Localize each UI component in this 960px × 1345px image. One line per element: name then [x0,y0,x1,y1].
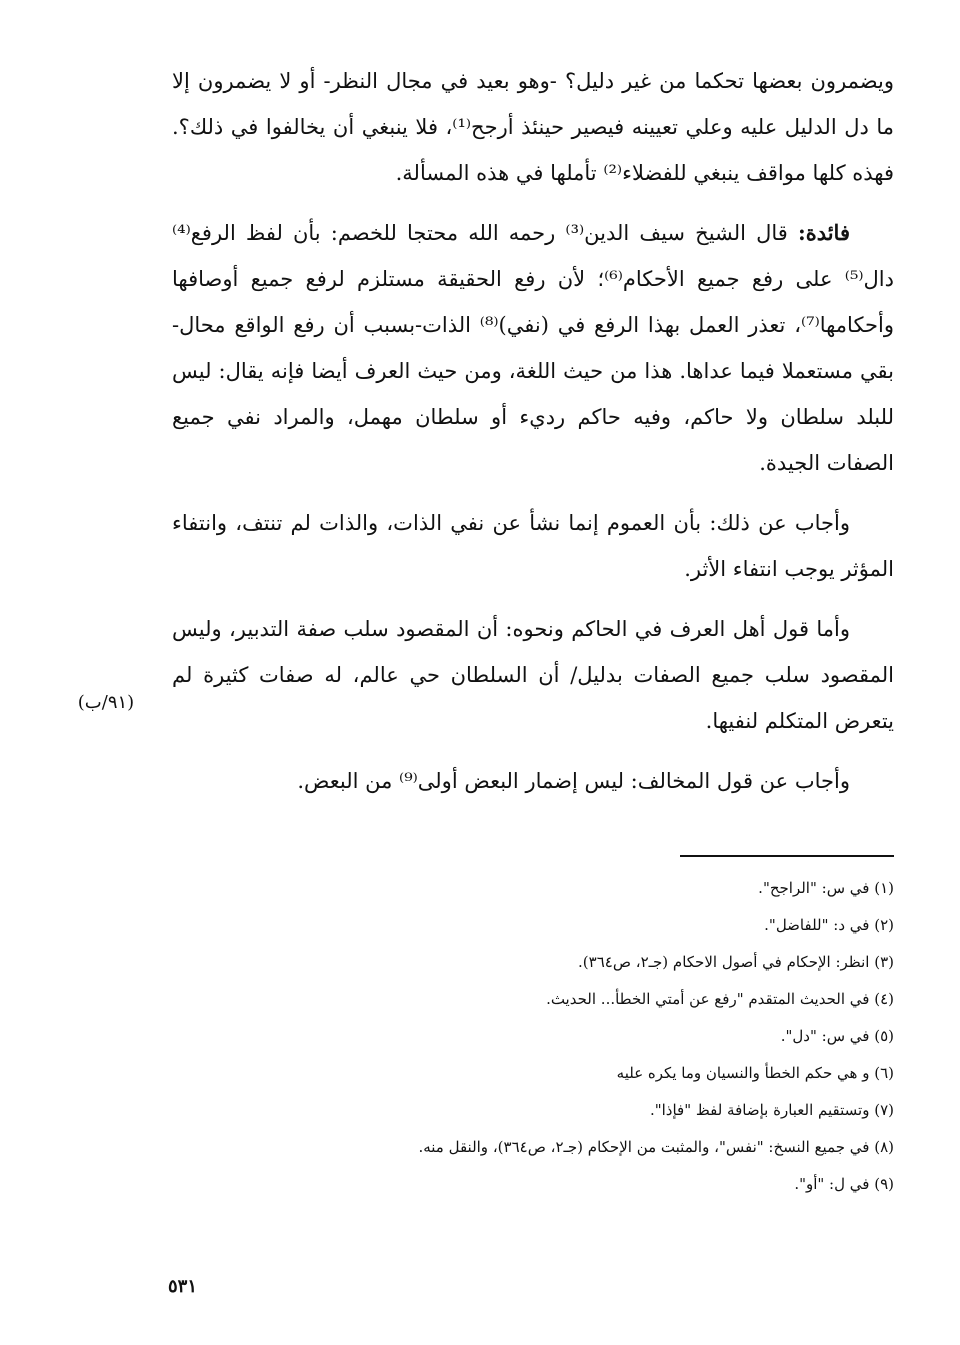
paragraph-2-label: فائدة: [797,220,850,245]
main-text [172,58,894,818]
paragraph-3-text: وأجاب عن ذلك: بأن العموم إنما نشأ عن نفي الذات، والذات لم تنتف، وانتفاء المؤثر يوجب انتفاء الأثر. [172,511,894,581]
footnote-1: (١) في س: "الراجح". [758,879,894,897]
margin-folio-note: (٩١/ب) [77,692,135,713]
paragraph-2-text: قال الشيخ سيف الدين⁽³⁾ رحمه الله محتجا للخصم: بأن لفظ الرفع⁽⁴⁾ دال⁽⁵⁾ على رفع جميع الأحكام⁽⁶⁾؛ لأن رفع الحقيقة مستلزم لرفع جميع أوصافها وأحكامها⁽⁷⁾، تعذر العمل بهذا الرفع في (نفي)⁽⁸⁾ الذات-بسبب أن رفع الواقع محال- بقي مستعملا فيما عداها. هذا من حيث اللغة، ومن حيث العرف أيضا فإنه يقال: ليس للبلد سلطان ولا حاكم، وفيه حاكم رديء أو سلطان مهمل، والمراد نفي جميع الصفات الجيدة. [172,221,894,475]
footnote-2: (٢) في د: "للفاضل". [764,916,894,934]
footnotes [200,870,894,1203]
footnote-5: (٥) في س: "دل". [780,1027,894,1045]
paragraph-5 [172,758,894,804]
paragraph-4 [172,606,894,744]
footnote-7: (٧) وتستقيم العبارة بإضافة لفظ "فإذا". [649,1101,894,1119]
paragraph-1-text: ويضمرون بعضها تحكما من غير دليل؟ -وهو بعيد في مجال النظر- أو لا يضمرون إلا ما دل الدليل عليه وعلي تعيينه فيصير حينئذ أرجح⁽¹⁾، فلا ينبغي أن يخالفوا في ذلك؟. فهذه كلها مواقف ينبغي للفضلاء⁽²⁾ تأملها في هذه المسألة. [172,69,895,185]
footnote-6: (٦) و هي حكم الخطأ والنسيان وما يكره عليه [616,1064,894,1082]
paragraph-4-text: وأما قول أهل العرف في الحاكم ونحوه: أن المقصود سلب صفة التدبير، وليس المقصود سلب جميع الصفات بدليل/ أن السلطان حي عالم، له صفات كثيرة لم يتعرض المتكلم لنفيها. [172,617,894,733]
footnote-divider [680,855,894,857]
page-number: ٥٣١ [168,1276,198,1297]
footnote-4: (٤) في الحديث المتقدم "رفع عن أمتي الخطأ... الحديث. [546,990,894,1008]
paragraph-3 [172,500,894,592]
footnote-3: (٣) انظر: الإحكام في أصول الاحكام (جـ٢، ص٣٦٤). [578,953,894,971]
footnote-9: (٩) في ل: "أو". [794,1175,894,1193]
paragraph-2 [172,210,894,486]
footnote-8: (٨) في جميع النسخ: "نفس"، والمثبت من الإحكام (جـ٢، ص٣٦٤)، والنقل منه. [418,1138,894,1156]
paragraph-1 [172,58,894,196]
paragraph-5-text: وأجاب عن قول المخالف: ليس إضمار البعض أولى⁽⁹⁾ من البعض. [297,769,850,793]
